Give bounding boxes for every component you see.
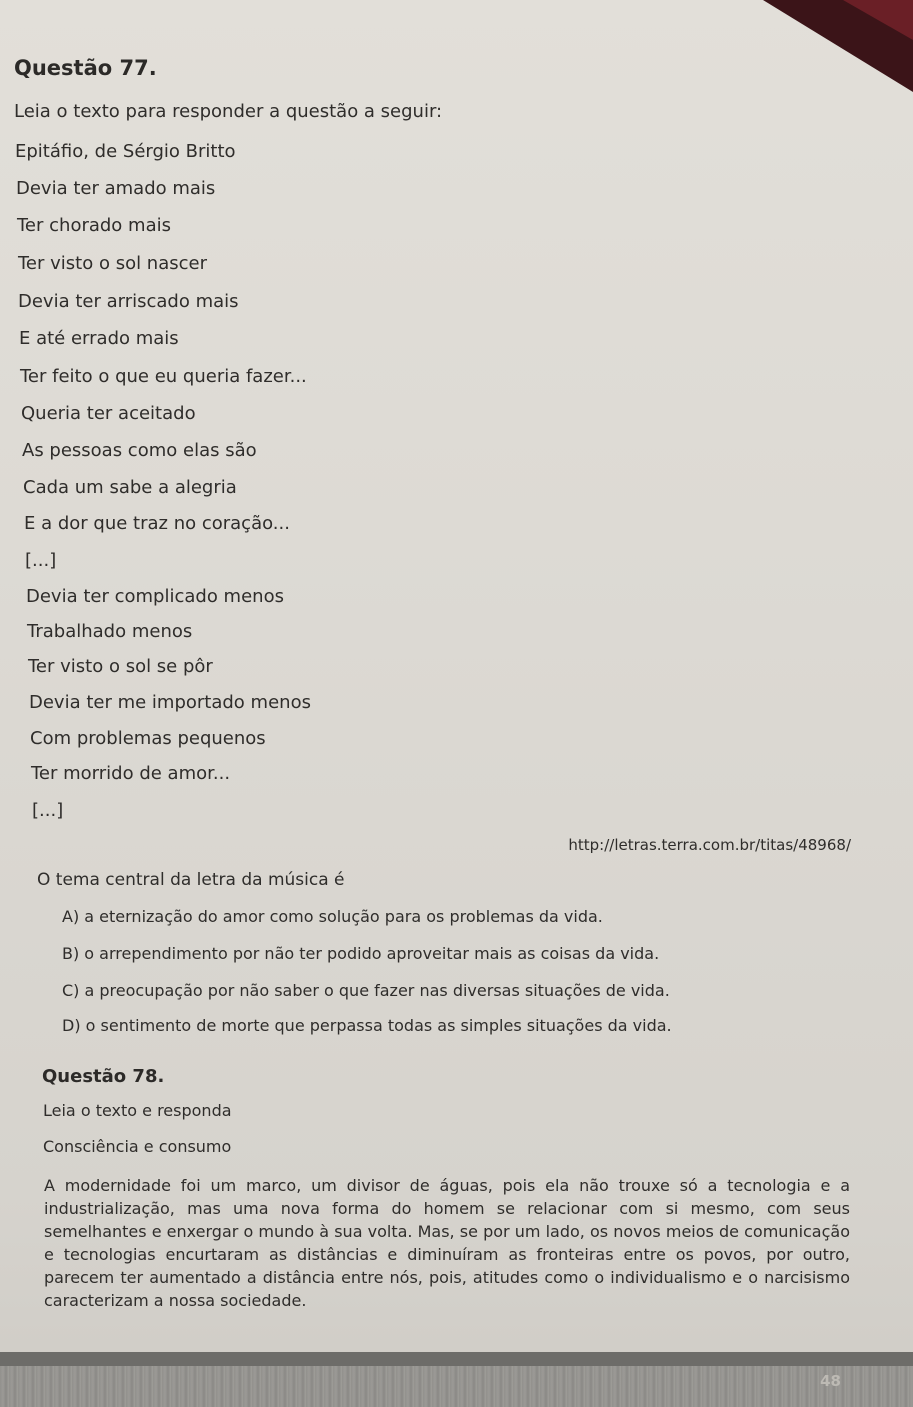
q77-question: O tema central da letra da música é [37, 870, 345, 890]
q78-text-title: Consciência e consumo [43, 1137, 232, 1156]
poem-line: Ter morrido de amor... [31, 763, 231, 784]
page-footer-stripe [0, 1352, 913, 1366]
poem-line: Devia ter me importado menos [29, 692, 311, 713]
q78-title: Questão 78. [42, 1066, 165, 1087]
poem-line: Ter feito o que eu queria fazer... [20, 366, 307, 387]
option-d: D) o sentimento de morte que perpassa todas as simples situações da vida. [62, 1016, 672, 1035]
poem-line: Queria ter aceitado [21, 403, 196, 424]
poem-line: Ter visto o sol nascer [18, 253, 207, 274]
option-a: A) a eternização do amor como solução para os problemas da vida. [62, 907, 603, 926]
poem-line: Cada um sabe a alegria [23, 477, 237, 498]
page-number: 48 [820, 1372, 841, 1390]
poem-line: [...] [25, 550, 57, 571]
poem-line: Trabalhado menos [27, 621, 193, 642]
q77-title: Questão 77. [14, 56, 157, 80]
poem-line: Com problemas pequenos [30, 728, 266, 749]
option-b: B) o arrependimento por não ter podido aproveitar mais as coisas da vida. [62, 944, 660, 963]
q77-song-title: Epitáfio, de Sérgio Britto [15, 141, 236, 162]
poem-line: Ter visto o sol se pôr [28, 656, 213, 677]
poem-line: Devia ter arriscado mais [18, 291, 239, 312]
poem-line: E a dor que traz no coração... [24, 513, 290, 534]
poem-line: [...] [32, 800, 64, 821]
poem-line: Ter chorado mais [17, 215, 171, 236]
q78-paragraph: A modernidade foi um marco, um divisor de águas, pois ela não trouxe só a tecnologia e a industrialização, mas uma nova forma do homem se relacionar com si mesmo, com seus semelhantes e enxergar o mundo à sua volta. Mas, se por um lado, os novos meios de comunicação e tecnologias encurtaram as distâncias e diminuíram as fronteiras entre os povos, por outro, parecem ter aumentado a distância entre nós, pois, atitudes como o individualismo e o narcisismo caracterizam a nossa sociedade. [44, 1176, 850, 1310]
q77-instruction: Leia o texto para responder a questão a seguir: [14, 101, 443, 122]
q77-source-url: http://letras.terra.com.br/titas/48968/ [568, 836, 851, 854]
poem-line: Devia ter amado mais [16, 178, 216, 199]
q78-instruction: Leia o texto e responda [43, 1101, 232, 1120]
poem-line: As pessoas como elas são [22, 440, 257, 461]
option-c: C) a preocupação por não saber o que fazer nas diversas situações de vida. [62, 981, 670, 1000]
poem-line: E até errado mais [19, 328, 179, 349]
poem-line: Devia ter complicado menos [26, 586, 284, 607]
background-corner-highlight [843, 0, 913, 40]
